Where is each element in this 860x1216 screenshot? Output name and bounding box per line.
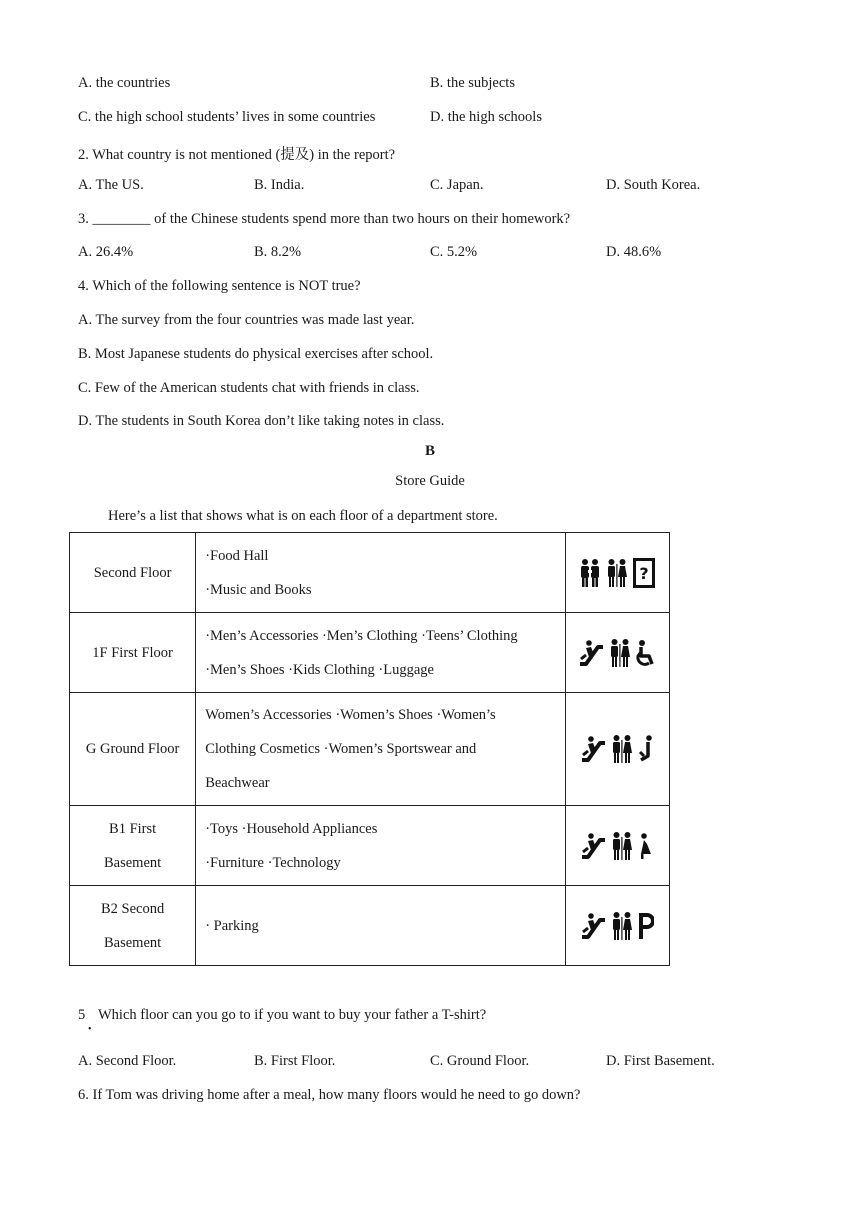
floor-items (196, 886, 565, 966)
q4-option-d: D. The students in South Korea don’t like taking notes in class. (78, 413, 445, 429)
table-row (70, 533, 670, 613)
floor-item: ·Toys ·Household Appliances (205, 820, 378, 837)
restroom-icon (606, 558, 628, 588)
floor-name (70, 806, 196, 886)
floor-item: · Parking (205, 917, 259, 934)
floor-icons (565, 806, 669, 886)
table-row (70, 886, 670, 966)
floor-name-line: B1 First (109, 820, 157, 837)
table-row (70, 806, 670, 886)
q2-option-a: A. The US. (78, 177, 144, 193)
floor-name: G Ground Floor (70, 693, 196, 806)
q1-option-d: D. the high schools (430, 109, 542, 125)
floor-icons (565, 886, 669, 966)
lift-icon (638, 734, 654, 764)
q2-option-b: B. India. (254, 177, 305, 193)
floor-items (196, 613, 565, 693)
q1-option-b: B. the subjects (430, 75, 515, 91)
q4-option-c: C. Few of the American students chat with friends in class. (78, 380, 420, 396)
q4-option-a: A. The survey from the four countries was made last year. (78, 312, 415, 328)
escalator-icon (580, 912, 606, 940)
q3-option-c: C. 5.2% (430, 244, 478, 260)
floor-name (70, 886, 196, 966)
q2-question: 2. What country is not mentioned (提及) in the report? (78, 147, 396, 163)
floor-item: ·Men’s Shoes ·Kids Clothing ·Luggage (205, 661, 434, 678)
floor-item: Beachwear (205, 775, 270, 791)
wheelchair-icon (636, 639, 656, 667)
floor-item: ·Food Hall (205, 547, 269, 564)
q2-option-c: C. Japan. (430, 177, 484, 193)
floor-item: ·Men’s Accessories ·Men’s Clothing ·Teens’ Clothing (205, 627, 518, 644)
section-intro: Here’s a list that shows what is on each floor of a department store. (108, 508, 498, 524)
q6-question: 6. If Tom was driving home after a meal, how many floors would he need to go down? (78, 1087, 581, 1103)
floor-items (196, 533, 565, 613)
baby-change-icon (638, 832, 654, 860)
q5-number-dot: • (88, 1024, 92, 1035)
svg-text:?: ? (639, 563, 649, 583)
q3-option-a: A. 26.4% (78, 244, 134, 260)
section-title: Store Guide (395, 473, 465, 489)
floor-name-line: Basement (104, 934, 162, 951)
restroom-icon (611, 831, 633, 861)
floor-item: Women’s Accessories ·Women’s Shoes ·Women’s (205, 707, 496, 723)
floor-item: ·Music and Books (205, 581, 312, 598)
floor-name-line: Basement (104, 854, 162, 871)
q5-option-c: C. Ground Floor. (430, 1053, 530, 1069)
floor-items (196, 693, 565, 806)
q5-number: 5 (78, 1007, 86, 1023)
q2-option-d: D. South Korea. (606, 177, 701, 193)
floor-icons (565, 613, 669, 693)
floor-icons (565, 533, 669, 613)
q3-question: 3. ________ of the Chinese students spend more than two hours on their homework? (78, 211, 571, 227)
q3-option-d: D. 48.6% (606, 244, 662, 260)
q5-question: Which floor can you go to if you want to buy your father a T-shirt? (98, 1007, 487, 1023)
q4-question: 4. Which of the following sentence is NOT true? (78, 278, 361, 294)
section-letter: B (424, 443, 435, 459)
restroom-icon (611, 734, 633, 764)
floor-name: Second Floor (70, 533, 196, 613)
q5-option-a: A. Second Floor. (78, 1053, 177, 1069)
floor-name-line: B2 Second (100, 900, 165, 917)
q1-option-a: A. the countries (78, 75, 171, 91)
restroom-icon (609, 638, 631, 668)
floor-item: ·Furniture ·Technology (205, 854, 341, 871)
restroom-icon (611, 911, 633, 941)
escalator-icon (578, 639, 604, 667)
table-row (70, 613, 670, 693)
escalator-icon (580, 735, 606, 763)
information-icon (633, 558, 655, 588)
floor-icons (565, 693, 669, 806)
q3-option-b: B. 8.2% (254, 244, 302, 260)
floor-items (196, 806, 565, 886)
floor-item: Clothing Cosmetics ·Women’s Sportswear and (205, 741, 477, 757)
store-guide-table (69, 532, 670, 966)
floor-name: 1F First Floor (70, 613, 196, 693)
parking-icon (638, 912, 654, 940)
q5-option-d: D. First Basement. (606, 1053, 715, 1069)
q4-option-b: B. Most Japanese students do physical exercises after school. (78, 346, 434, 362)
escalator-icon (580, 832, 606, 860)
q5-option-b: B. First Floor. (254, 1053, 336, 1069)
table-row (70, 693, 670, 806)
family-icon (579, 558, 601, 588)
q1-option-c: C. the high school students’ lives in some countries (78, 109, 376, 125)
